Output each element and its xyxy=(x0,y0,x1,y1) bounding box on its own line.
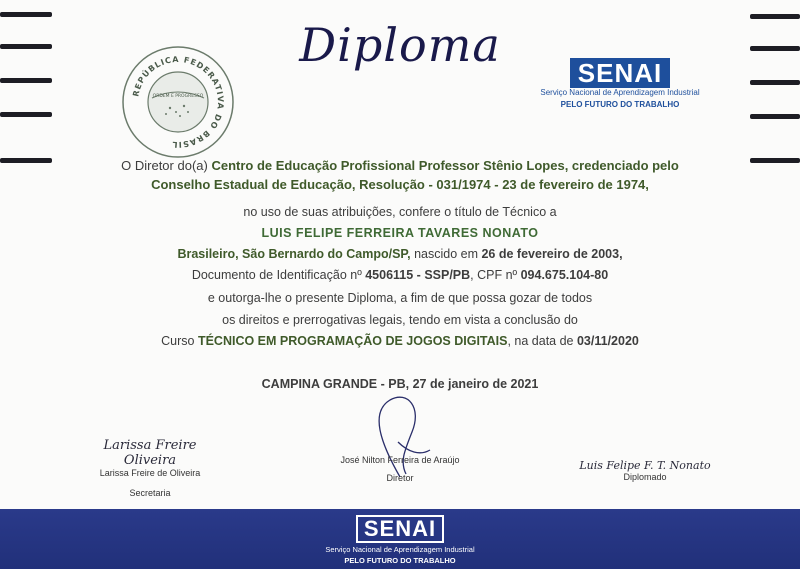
text-span: nascido em xyxy=(410,247,482,261)
text-line-2 xyxy=(0,177,800,192)
course-name: TÉCNICO EM PROGRAMAÇÃO DE JOGOS DIGITAIS xyxy=(197,334,508,348)
signer-role: Diretor xyxy=(386,473,414,483)
signature-graduate xyxy=(570,459,720,482)
svg-text:ORDEM E PROGRESSO: ORDEM E PROGRESSO xyxy=(152,94,204,99)
binder-mark xyxy=(0,112,52,117)
graduate-handwriting: Luis Felipe F. T. Nonato xyxy=(579,459,711,472)
senai-wordmark: SENAI xyxy=(570,58,670,88)
birthplace: Brasileiro, São Bernardo do Campo/SP, xyxy=(177,247,411,261)
text-span: Curso xyxy=(161,334,198,348)
signer-role: Diplomado xyxy=(623,472,667,482)
footer-band xyxy=(0,509,800,569)
signature-secretary xyxy=(80,438,220,498)
logo-subtitle: Serviço Nacional de Aprendizagem Industrial xyxy=(540,88,700,97)
text-line-8: os direitos e prerrogativas legais, tendo em vista a conclusão do xyxy=(222,313,578,327)
signer-name: José Nilton Ferreira de Araújo xyxy=(340,455,460,465)
footer-wordmark: SENAI xyxy=(356,515,444,543)
secretary-handwriting: Larissa Freire Oliveira xyxy=(103,438,197,468)
signature-director xyxy=(320,455,480,483)
text-line-5 xyxy=(0,247,800,261)
binder-mark xyxy=(750,114,800,119)
signer-role: Secretaria xyxy=(129,488,171,498)
text-span: Documento de Identificação nº xyxy=(191,268,366,282)
svg-text:REPÚBLICA FEDERATIVA DO BRASIL: REPÚBLICA FEDERATIVA DO BRASIL xyxy=(131,54,226,150)
text-span: , na data de xyxy=(507,334,577,348)
text-line-6 xyxy=(0,268,800,282)
senai-logo xyxy=(540,58,700,109)
footer-senai-logo xyxy=(300,515,500,565)
cpf-number: 094.675.104-80 xyxy=(520,268,609,282)
graduate-name xyxy=(0,226,800,240)
binder-mark xyxy=(0,78,52,83)
completion-date: 03/11/2020 xyxy=(576,334,639,348)
place-date-text: CAMPINA GRANDE - PB, 27 de janeiro de 2021 xyxy=(261,377,539,391)
binder-mark xyxy=(0,12,52,17)
text-line-3: no uso de suas atribuições, confere o título de Técnico a xyxy=(243,205,557,219)
footer-subtitle: Serviço Nacional de Aprendizagem Industrial xyxy=(325,545,475,554)
text-span: , CPF nº xyxy=(470,268,521,282)
graduate-name-text: LUIS FELIPE FERREIRA TAVARES NONATO xyxy=(261,226,539,240)
diploma-title: Diploma xyxy=(299,18,501,72)
text-line-9 xyxy=(0,334,800,348)
text-line-7: e outorga-lhe o presente Diploma, a fim de que possa gozar de todos xyxy=(207,291,593,305)
binder-mark xyxy=(750,80,800,85)
resolution-text: Conselho Estadual de Educação, Resolução - 031/1974 - 23 de fevereiro de 1974, xyxy=(151,177,649,192)
footer-tagline: PELO FUTURO DO TRABALHO xyxy=(344,556,456,565)
signer-name: Larissa Freire de Oliveira xyxy=(99,468,201,478)
logo-tagline: PELO FUTURO DO TRABALHO xyxy=(560,100,680,109)
institution-name: Centro de Educação Profissional Professor Stênio Lopes, credenciado pelo xyxy=(211,158,679,173)
id-number: 4506115 - SSP/PB xyxy=(365,268,471,282)
birth-date: 26 de fevereiro de 2003, xyxy=(481,247,623,261)
text-span: O Diretor do(a) xyxy=(121,158,212,173)
text-line-1 xyxy=(0,158,800,173)
